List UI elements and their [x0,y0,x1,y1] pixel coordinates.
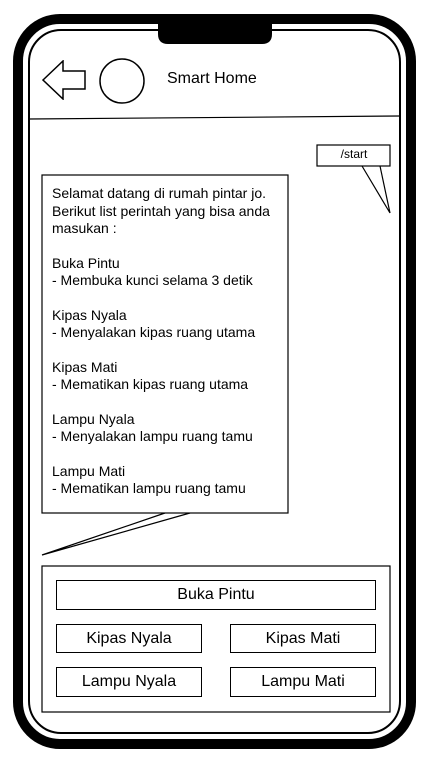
command-desc: - Menyalakan kipas ruang utama [52,324,256,340]
buka-pintu-button[interactable]: Buka Pintu [56,580,376,610]
command-desc: - Menyalakan lampu ruang tamu [52,428,253,444]
intro-line: Berikut list perintah yang bisa anda [52,202,270,219]
command-name: Kipas Mati [52,358,118,375]
user-message: /start [340,147,368,161]
kipas-nyala-button[interactable]: Kipas Nyala [56,624,202,653]
notch [158,14,272,44]
intro-line: Selamat datang di rumah pintar jo. [52,185,267,201]
page-title: Smart Home [167,70,257,87]
command-desc: - Membuka kunci selama 3 detik [52,272,253,288]
command-item [52,411,284,446]
command-item [52,463,284,498]
bot-intro [52,185,284,238]
command-name: Kipas Nyala [52,306,127,323]
command-desc: - Mematikan lampu ruang tamu [52,480,246,496]
bot-message [52,185,284,515]
kipas-mati-button[interactable]: Kipas Mati [230,624,376,653]
command-name: Lampu Nyala [52,410,135,427]
command-name: Buka Pintu [52,254,120,271]
lampu-nyala-button[interactable]: Lampu Nyala [56,667,202,697]
command-desc: - Mematikan kipas ruang utama [52,376,249,392]
command-item [52,359,284,394]
command-item [52,255,284,290]
intro-line: masukan : [52,220,117,236]
avatar [99,58,145,104]
lampu-mati-button[interactable]: Lampu Mati [230,667,376,697]
command-item [52,307,284,342]
command-name: Lampu Mati [52,462,126,479]
arrow-left-icon[interactable] [42,60,86,100]
